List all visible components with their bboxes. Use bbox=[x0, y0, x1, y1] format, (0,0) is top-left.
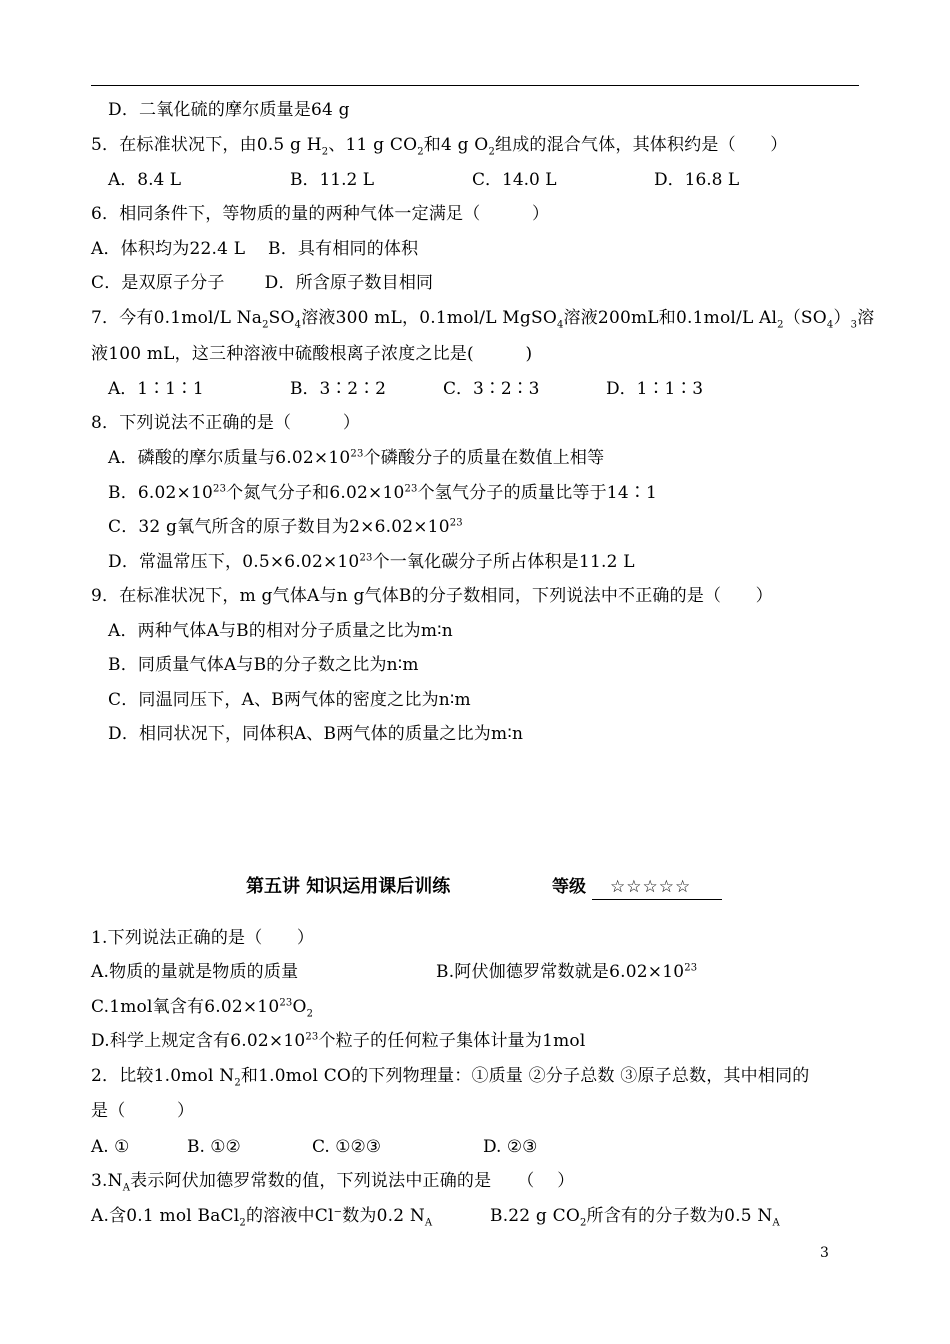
header-rule bbox=[91, 85, 859, 86]
p3-option-b: B.22 g $CO_2$所含有的分子数为0.5 $N_A$ bbox=[490, 1206, 780, 1229]
p2-stem: 2．比较1.0mol $N_2$和1.0mol CO的下列物理量：①质量 ②分子总数 ③原子总数，其中相同的 bbox=[91, 1066, 810, 1089]
p1-stem: 1.下列说法正确的是（ ） bbox=[91, 928, 315, 948]
q7-stem: 7．今有0.1mol/L $Na_2SO_4$溶液300 mL，0.1mol/L MgSO$_4$溶液200mL和0.1mol/L $Al_2(SO_4)_3$溶 bbox=[91, 308, 875, 331]
q7-stem-cont: 液100 mL，这三种溶液中硫酸根离子浓度之比是( ) bbox=[91, 344, 533, 364]
q6-stem: 6．相同条件下，等物质的量的两种气体一定满足（ ） bbox=[91, 204, 550, 224]
q7-option-b: B．3∶2∶2 bbox=[290, 379, 386, 399]
q7-option-c: C．3∶2∶3 bbox=[443, 379, 540, 399]
section-title: 第五讲 知识运用课后训练 bbox=[246, 876, 451, 897]
q6-options-cd: C．是双原子分子 D．所含原子数目相同 bbox=[91, 273, 434, 293]
q9-option-d: D．相同状况下，同体积A、B两气体的质量之比为m∶n bbox=[108, 724, 524, 744]
p2-option-a: A. ① bbox=[91, 1137, 130, 1157]
grade-stars: ☆☆☆☆☆ bbox=[592, 875, 722, 900]
q4-option-d: D．二氧化硫的摩尔质量是64 g bbox=[108, 100, 350, 120]
p3-option-a: A.含0.1 mol BaCl$_2$的溶液中Cl−数为0.2 $N_A$ bbox=[91, 1206, 433, 1229]
page-number: 3 bbox=[820, 1245, 829, 1261]
q8-option-d: D．常温常压下，$0.5\times 6.02\times 10^{23}$个一氧化碳分子所占体积是11.2 L bbox=[108, 552, 635, 572]
q9-option-b: B．同质量气体A与B的分子数之比为n∶m bbox=[108, 655, 419, 675]
p1-option-a: A.物质的量就是物质的质量 bbox=[91, 962, 299, 982]
q8-option-b: B．$6.02\times 10^{23}$个氮气分子和$6.02\times 10^{23}$个氢气分子的质量比等于14∶1 bbox=[108, 483, 658, 503]
q9-stem: 9．在标准状况下，m g气体A与n g气体B的分子数相同，下列说法中不正确的是（ ） bbox=[91, 586, 773, 606]
p1-option-b: B.阿伏伽德罗常数就是$6.02\times 10^{23}$ bbox=[436, 962, 698, 982]
q8-stem: 8．下列说法不正确的是（ ） bbox=[91, 413, 361, 433]
q7-option-a: A．1∶1∶1 bbox=[108, 379, 204, 399]
q9-option-c: C．同温同压下，A、B两气体的密度之比为n∶m bbox=[108, 690, 471, 710]
p1-option-d: D.科学上规定含有$6.02\times 10^{23}$个粒子的任何粒子集体计量为1mol bbox=[91, 1031, 586, 1051]
q5-option-a: A．8.4 L bbox=[108, 170, 182, 190]
q5-option-d: D．16.8 L bbox=[654, 170, 740, 190]
p2-stem-cont: 是（ ） bbox=[91, 1101, 195, 1121]
q8-option-a: A．磷酸的摩尔质量与$6.02\times 10^{23}$个磷酸分子的质量在数值上相等 bbox=[108, 448, 605, 468]
p3-stem: $3.N_A$表示阿伏加德罗常数的值，下列说法中正确的是 （ ） bbox=[91, 1171, 575, 1194]
q5-option-b: B．11.2 L bbox=[290, 170, 375, 190]
q8-option-c: C．32 g氧气所含的原子数目为$2\times 6.02\times 10^{23}$ bbox=[108, 517, 463, 537]
grade-label: 等级 bbox=[552, 877, 586, 897]
p2-option-c: C. ①②③ bbox=[312, 1137, 381, 1157]
q9-option-a: A．两种气体A与B的相对分子质量之比为m∶n bbox=[108, 621, 453, 641]
q6-options-ab: A．体积均为22.4 L B．具有相同的体积 bbox=[91, 239, 419, 259]
q5-option-c: C．14.0 L bbox=[472, 170, 557, 190]
q7-option-d: D．1∶1∶3 bbox=[606, 379, 704, 399]
p2-option-d: D. ②③ bbox=[483, 1137, 538, 1157]
p2-option-b: B. ①② bbox=[187, 1137, 241, 1157]
p1-option-c: C.1mol氧含有$6.02\times 10^{23}O_2$ bbox=[91, 997, 314, 1020]
q5-stem: 5．在标准状况下，由0.5 g $H_2$、11 g $CO_2$和4 g $O_2$组成的混合气体，其体积约是（ ） bbox=[91, 135, 788, 158]
